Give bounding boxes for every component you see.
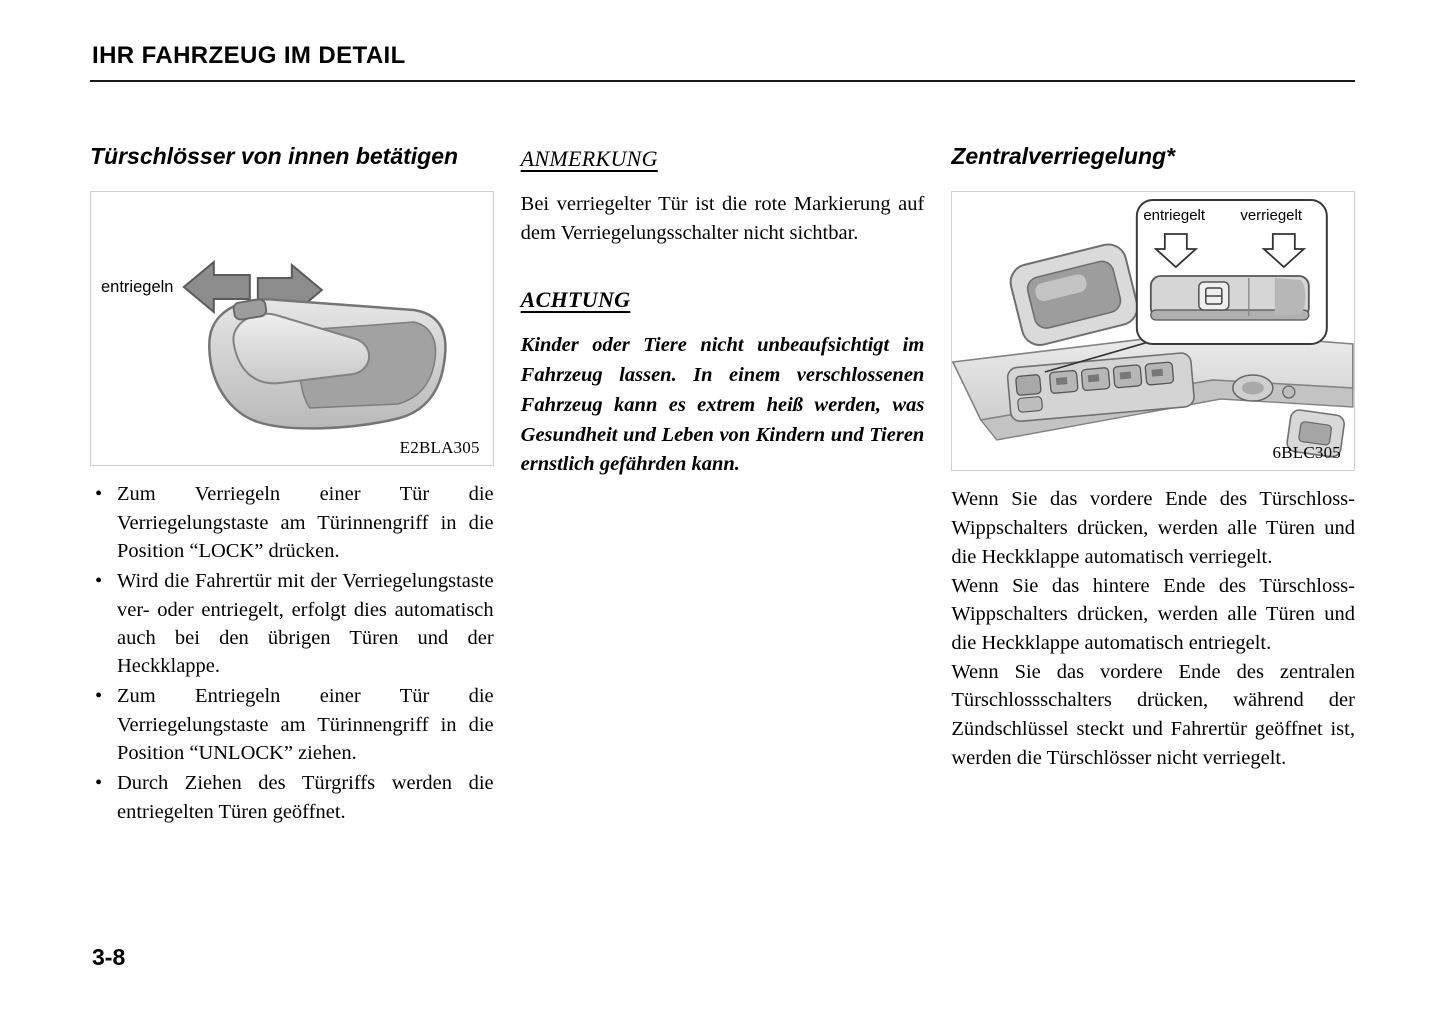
figure-caption: 6BLC305 bbox=[1272, 443, 1341, 463]
bullet-item: • Zum Verriegeln einer Tür die Verriegelungstaste am Türinnengriff in die Position “LOCK” drücken. bbox=[90, 480, 494, 565]
warning-text: Kinder oder Tiere nicht unbeaufsichtigt im Fahrzeug lassen. In einem verschlossenen Fahrzeug kann es extrem heiß werden, was Gesundheit und Leben von Kindern und Tieren ernstlich gefährden kann. bbox=[520, 334, 925, 476]
column-door-locks-inside bbox=[90, 142, 494, 828]
note-heading: ANMERKUNG bbox=[520, 146, 658, 171]
section-heading-door-locks: Türschlösser von innen betätigen bbox=[90, 143, 459, 169]
content-columns bbox=[90, 142, 1355, 828]
central-locking-paragraph: Wenn Sie das vordere Ende des zentralen Türschlossschalters drücken, während der Zündschlüssel steckt und Fahrertür geöffnet ist, werden die Türschlösser nicht verriegelt. bbox=[951, 660, 1355, 769]
note-text: Bei verriegelter Tür ist die rote Markierung auf dem Verriegelungsschalter nicht sichtbar. bbox=[520, 193, 925, 244]
door-handle-illustration bbox=[91, 192, 493, 465]
grab-handle bbox=[1007, 241, 1141, 349]
central-locking-paragraph: Wenn Sie das hintere Ende des Türschloss-Wippschalters drücken, werden alle Türen und die Heckklappe automatisch entriegelt. bbox=[951, 574, 1355, 654]
door-lock-bullet-list bbox=[90, 480, 494, 825]
bullet-item: • Wird die Fahrertür mit der Verriegelungstaste ver- oder entriegelt, erfolgt dies automatisch auch bei den übrigen Türen und der Heckklappe. bbox=[90, 567, 494, 680]
figure-label-entriegeln: entriegeln bbox=[101, 278, 174, 297]
figure-door-handle bbox=[90, 191, 494, 466]
rocker-switch bbox=[1151, 276, 1309, 320]
figure-caption: E2BLA305 bbox=[399, 438, 480, 458]
figure-label-verriegelt: verriegelt bbox=[1240, 207, 1303, 225]
bullet-item: • Zum Entriegeln einer Tür die Verriegelungstaste am Türinnengriff in die Position “UNLOCK” ziehen. bbox=[90, 682, 494, 767]
figure-central-locking bbox=[951, 191, 1355, 471]
page-number: 3-8 bbox=[92, 944, 126, 970]
header-divider bbox=[90, 80, 1355, 82]
bullet-item: • Durch Ziehen des Türgriffs werden die entriegelten Türen geöffnet. bbox=[90, 769, 494, 826]
central-lock-switch bbox=[1016, 375, 1042, 396]
page-title: IHR FAHRZEUG IM DETAIL bbox=[92, 42, 406, 69]
figure-label-entriegelt: entriegelt bbox=[1143, 207, 1206, 225]
central-locking-illustration bbox=[952, 192, 1354, 470]
central-locking-paragraph: Wenn Sie das vordere Ende des Türschloss-Wippschalters drücken, werden alle Türen und die Heckklappe automatisch verriegelt. bbox=[951, 488, 1355, 568]
column-note-warning bbox=[521, 142, 925, 828]
column-central-locking bbox=[951, 142, 1355, 828]
warning-heading: ACHTUNG bbox=[520, 287, 631, 313]
page-header bbox=[90, 42, 1355, 82]
section-heading-central-locking: Zentralverriegelung* bbox=[951, 143, 1176, 169]
